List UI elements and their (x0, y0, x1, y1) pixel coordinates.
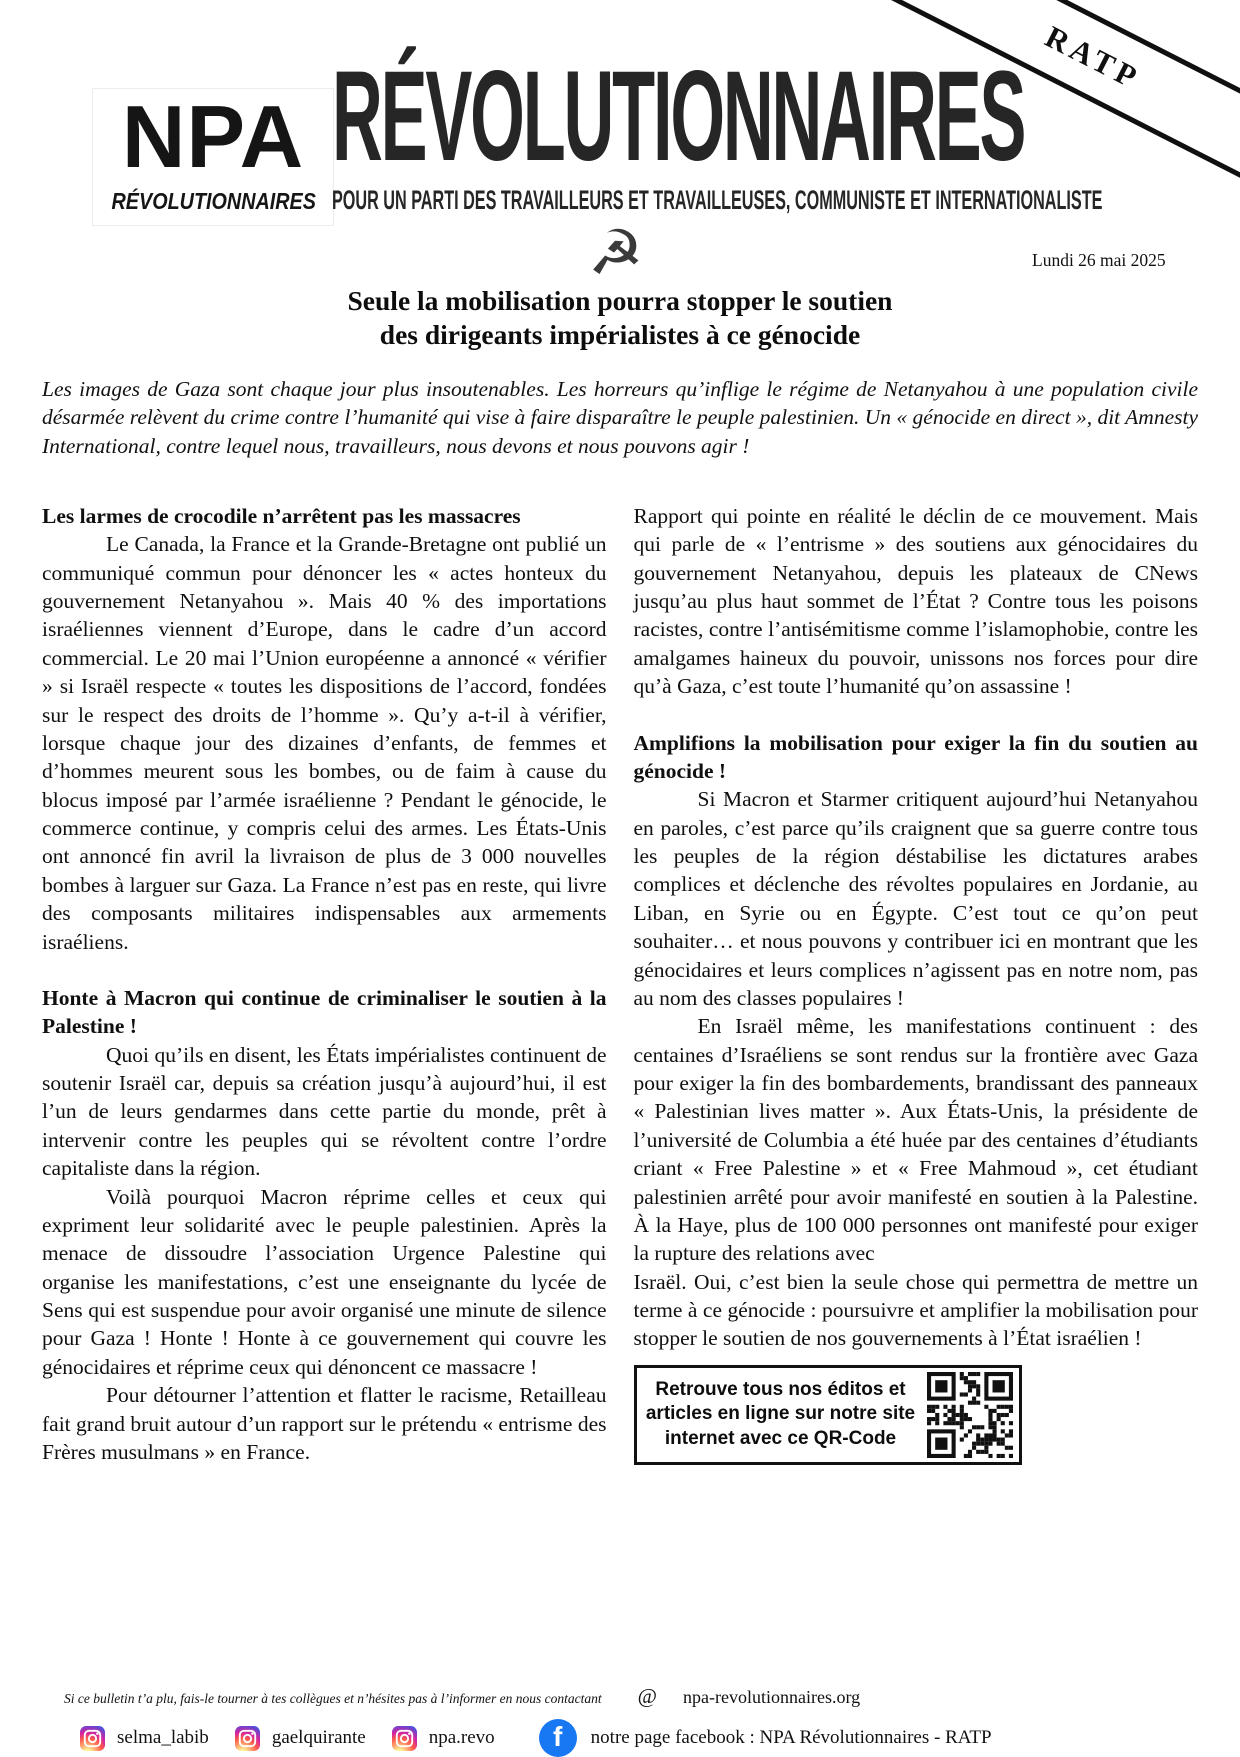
corner-banner-label: RATP (1039, 18, 1147, 97)
npa-logo-title: NPA (121, 87, 305, 186)
instagram-icon (235, 1726, 260, 1751)
qr-code (927, 1372, 1013, 1458)
body-paragraph: Pour détourner l’attention et flatter le racisme, Retailleau fait grand bruit autour d’un rapport sur le prétendu « entrisme des Frères musulmans » en France. (42, 1383, 607, 1464)
body-paragraph: Le Canada, la France et la Grande-Bretagne ont publié un communiqué commun pour dénoncer les « actes honteux du gouvernement Netanyahou ». Mais 40 % des importations israéliennes viennent d’Europe, dans le cadre d’un accord commercial. Le 20 mai l’Union européenne a annoncé « vérifier » si Israël respecte « toutes les dispositions de l’accord, fondées sur le respect des droits de l’homme ». Qu’y a-t-il à vérifier, lorsque chaque jour des dizaines d’enfants, de femmes et d’hommes meurent sous les bombes, ou de faim à cause du blocus imposé par l’armée israélienne ? Pendant le génocide, le commerce continue, y compris celui des armes. Les États-Unis ont annoncé fin avril la livraison de plus de 3 000 nouvelles bombes à larguer sur Gaza. La France n’est pas en reste, qui livre des composants militaires indispensables aux armements israéliens. (42, 532, 607, 954)
section-heading: Honte à Macron qui continue de criminaliser le soutien à la Palestine ! (42, 985, 607, 1039)
body-paragraph: Rapport qui pointe en réalité le déclin de ce mouvement. Mais qui parle de « l’entrisme » des soutiens aux génocidaires du gouvernement Netanyahou, depuis les plateaux de CNews jusqu’au plus haut sommet de l’État ? Contre tous les poisons racistes, contre l’antisémitisme comme l’islamophobie, contre les amalgames haineux du pouvoir, unissons nos forces pour dire qu’à Gaza, c’est toute l’humanité qu’on assassine ! (633, 503, 1198, 699)
section-heading: Les larmes de crocodile n’arrêtent pas les massacres (42, 503, 521, 528)
footer-contact-text: Si ce bulletin t’a plu, fais-le tourner à tes collègues et n’hésites pas à l’informer en nous contactant (64, 1691, 602, 1706)
qr-callout-box (634, 1365, 1022, 1465)
main-content (42, 284, 1198, 1466)
instagram-account (392, 1726, 495, 1751)
facebook-reference (539, 1719, 992, 1757)
body-paragraph: Quoi qu’ils en disent, les États impérialistes continuent de soutenir Israël car, depuis sa création jusqu’à aujourd’hui, il est l’un de leurs gendarmes dans cette partie du monde, prêt à intervenir contre les peuples qui se révoltent contre l’ordre capitaliste dans la région. (42, 1042, 607, 1181)
body-paragraph: Voilà pourquoi Macron réprime celles et ceux qui expriment leur solidarité avec le peuple palestinien. Après la menace de dissoudre l’association Urgence Palestine qui organise les manifestations, c’est une enseignante du lycée de Sens qui est suspendue pour avoir organisé une minute de silence pour Gaza ! Honte ! Honte à ce gouvernement qui couvre les génocidaires et réprime ceux qui dénoncent ce massacre ! (42, 1184, 607, 1379)
instagram-icon (80, 1726, 105, 1751)
right-column (634, 502, 1199, 1466)
section-heading: Amplifions la mobilisation pour exiger la fin du soutien au génocide ! (633, 730, 1198, 783)
instagram-icon (392, 1726, 417, 1751)
npa-logo (92, 88, 334, 226)
page-title (42, 284, 1198, 353)
masthead-title: RÉVOLUTIONNAIRES (332, 45, 1025, 188)
instagram-handle: selma_labib (117, 1727, 209, 1748)
instagram-handle: npa.revo (428, 1727, 495, 1748)
at-icon: @ (637, 1684, 658, 1708)
instagram-account (235, 1726, 366, 1751)
instagram-account (80, 1726, 209, 1751)
website-link: npa-revolutionnaires.org (683, 1687, 861, 1707)
facebook-page-label: notre page facebook : NPA Révolutionnaires - RATP (590, 1727, 992, 1748)
footer-social-line (80, 1719, 1198, 1757)
article-columns (42, 502, 1198, 1466)
body-paragraph: Si Macron et Starmer critiquent aujourd’hui Netanyahou en paroles, c’est parce qu’ils craignent que sa guerre contre tous les peuples de la région déstabilise les dictatures arabes complices et déclenche des révoltes populaires en Jordanie, au Liban, en Syrie ou en Égypte. C’est tout ce qu’on peut souhaiter… et nous pouvons y contribuer ici en montrant que les génocidaires et leurs complices n’agissent pas en notre nom, pas au nom des classes populaires ! (633, 787, 1198, 1010)
qr-callout-text: Retrouve tous nos éditos et articles en ligne sur notre site internet avec ce QR-Code (645, 1378, 916, 1450)
masthead (332, 45, 1240, 216)
footer-contact-line (42, 1684, 1198, 1709)
facebook-icon: f (539, 1719, 577, 1757)
body-paragraph: En Israël même, les manifestations continuent : des centaines d’Israéliens se sont rendus sur la frontière avec Gaza pour exiger la fin des bombardements, brandissant des panneaux « Palestinian lives matter ». Aux États-Unis, la présidente de l’université de Columbia a été huée par des centaines d’étudiants criant « Free Palestine » et « Free Mahmoud », cet étudiant palestinien arrêté pour avoir manifesté en soutien à la Palestine. À la Haye, plus de 100 000 personnes ont manifesté pour exiger la rupture des relations avec (633, 1014, 1198, 1266)
masthead-subtitle: POUR UN PARTI DES TRAVAILLEURS ET TRAVAILLEUSES, COMMUNISTE ET INTERNATIONALISTE (332, 184, 1103, 215)
npa-logo-subtitle: RÉVOLUTIONNAIRES (111, 187, 316, 214)
instagram-handle: gaelquirante (271, 1727, 366, 1748)
footer (42, 1684, 1198, 1757)
hammer-sickle-icon: ☭ (588, 216, 644, 289)
headline-line1: Seule la mobilisation pourra stopper le soutien (347, 285, 893, 316)
left-column (42, 502, 607, 1466)
body-paragraph: Israël. Oui, c’est bien la seule chose qui permettra de mettre un terme à ce génocide : poursuivre et amplifier la mobilisation pour stopper le soutien de nos gouvernements à l’État israélien ! (633, 1269, 1198, 1351)
intro-paragraph: Les images de Gaza sont chaque jour plus insoutenables. Les horreurs qu’inflige le régime de Netanyahou à une population civile désarmée relèvent du crime contre l’humanité qui vise à faire disparaître le peuple palestinien. Un « génocide en direct », dit Amnesty International, contre lequel nous, travailleurs, nous devons et nous pouvons agir ! (42, 376, 1198, 458)
headline-line2: des dirigeants impérialistes à ce génocide (379, 319, 861, 351)
dateline: Lundi 26 mai 2025 (1032, 250, 1166, 270)
